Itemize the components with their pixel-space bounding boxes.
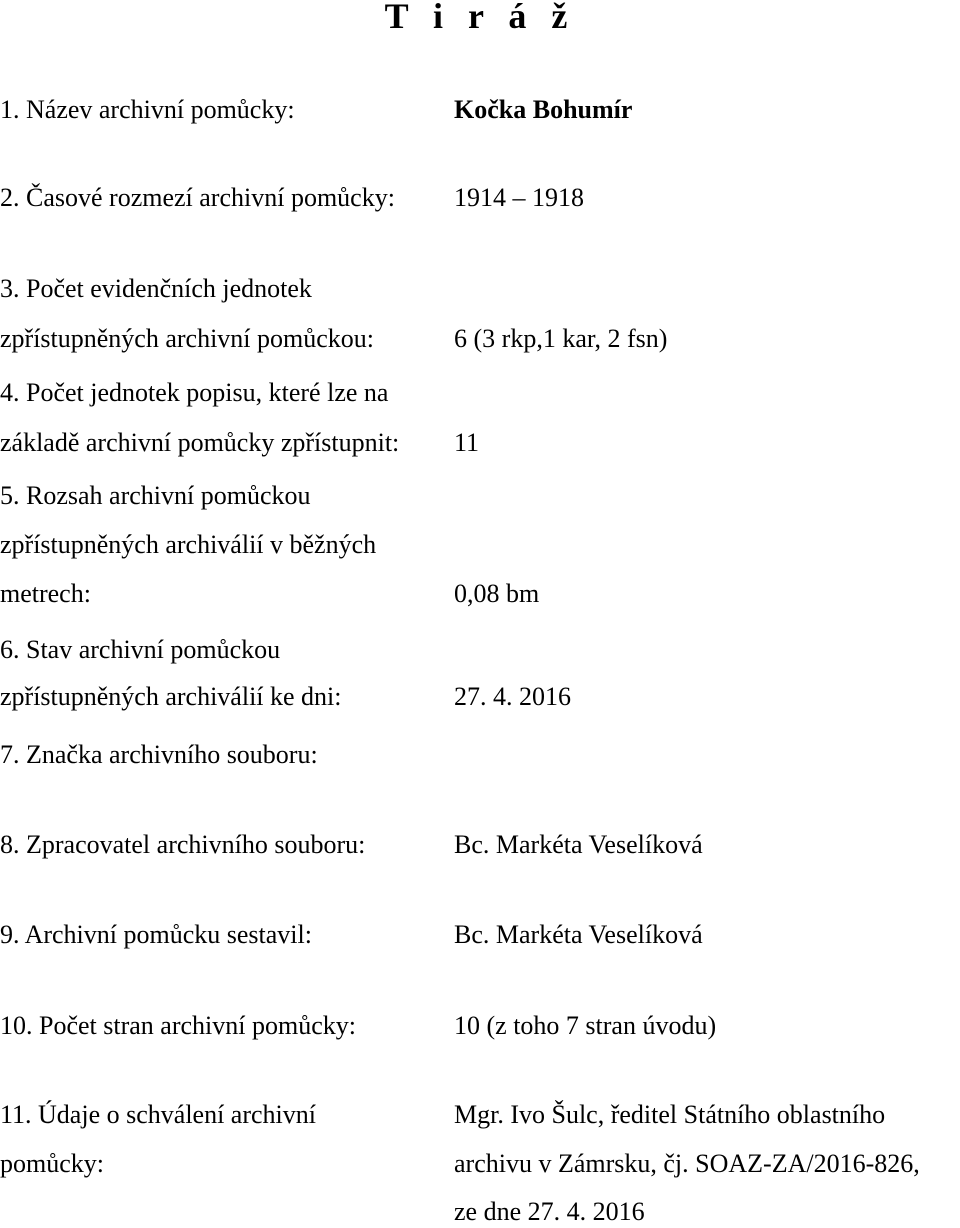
- item-5-label-line-1: 5. Rozsah archivní pomůckou: [0, 481, 311, 510]
- item-5-value: 0,08 bm: [454, 579, 540, 608]
- item-6-value: 27. 4. 2016: [454, 682, 571, 711]
- item-10-value: 10 (z toho 7 stran úvodu): [454, 1011, 717, 1040]
- item-9-label: 9. Archivní pomůcku sestavil:: [0, 920, 312, 949]
- item-11-value-line-1: Mgr. Ivo Šulc, ředitel Státního oblastního: [454, 1100, 886, 1129]
- item-6-label-line-1: 6. Stav archivní pomůckou: [0, 635, 281, 664]
- item-7-label: 7. Značka archivního souboru:: [0, 740, 318, 769]
- item-6-label-line-2: zpřístupněných archiválií ke dni:: [0, 682, 342, 711]
- item-8-value: Bc. Markéta Veselíková: [454, 830, 703, 859]
- item-4-label-line-2: základě archivní pomůcky zpřístupnit:: [0, 428, 400, 457]
- item-11-value-line-3: ze dne 27. 4. 2016: [454, 1197, 645, 1226]
- item-5-label-line-2: zpřístupněných archiválií v běžných: [0, 530, 377, 559]
- item-3-label-line-2: zpřístupněných archivní pomůckou:: [0, 324, 375, 353]
- item-2-label: 2. Časové rozmezí archivní pomůcky:: [0, 183, 395, 212]
- item-4-value: 11: [454, 428, 480, 457]
- item-4-label-line-1: 4. Počet jednotek popisu, které lze na: [0, 378, 389, 407]
- item-5-label-line-3: metrech:: [0, 579, 91, 608]
- item-1-value: Kočka Bohumír: [454, 95, 633, 124]
- item-11-label-line-1: 11. Údaje o schválení archivní: [0, 1100, 316, 1129]
- item-10-label: 10. Počet stran archivní pomůcky:: [0, 1011, 356, 1040]
- item-9-value: Bc. Markéta Veselíková: [454, 920, 703, 949]
- item-11-value-line-2: archivu v Zámrsku, čj. SOAZ-ZA/2016-826,: [454, 1149, 920, 1178]
- item-1-label: 1. Název archivní pomůcky:: [0, 95, 295, 124]
- item-3-label-line-1: 3. Počet evidenčních jednotek: [0, 274, 312, 303]
- item-2-value: 1914 – 1918: [454, 183, 584, 212]
- page-title: T i r á ž: [384, 0, 576, 36]
- item-3-value: 6 (3 rkp,1 kar, 2 fsn): [454, 324, 668, 353]
- item-11-label-line-2: pomůcky:: [0, 1149, 104, 1178]
- item-8-label: 8. Zpracovatel archivního souboru:: [0, 830, 366, 859]
